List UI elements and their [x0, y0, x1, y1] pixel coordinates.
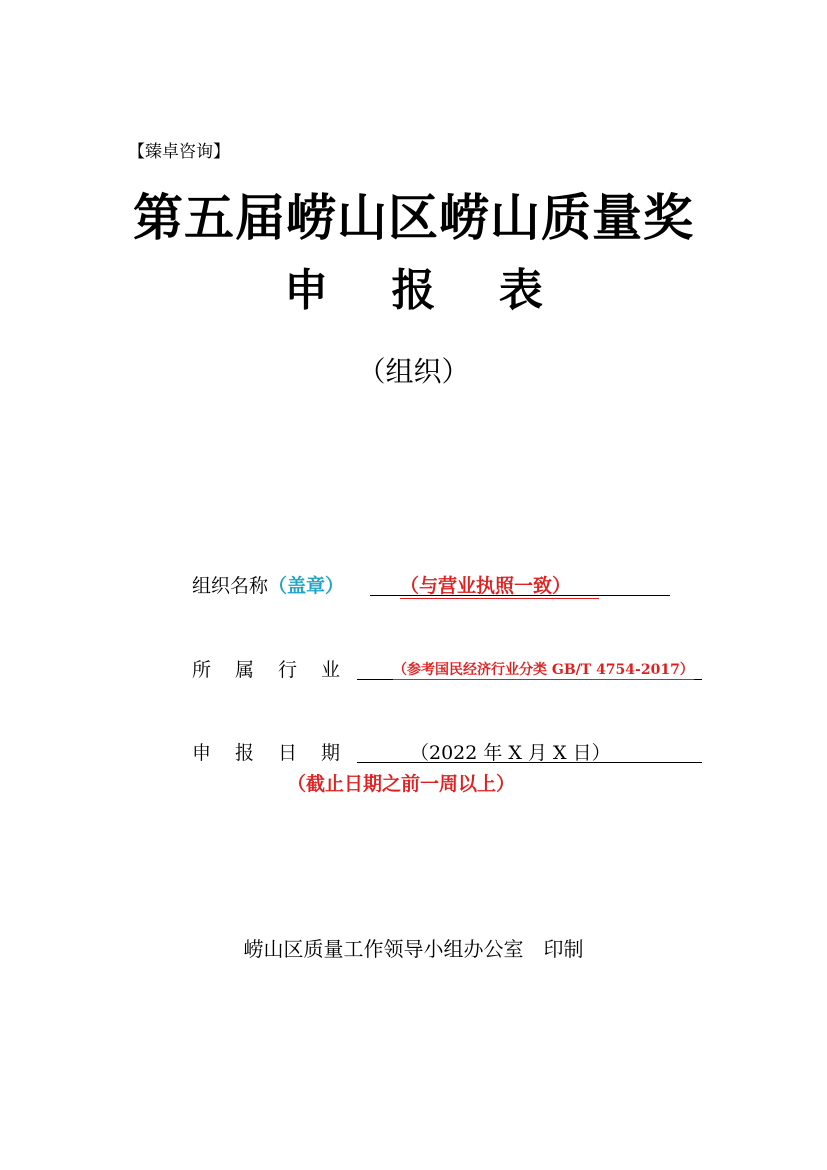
page-subtitle: [0, 254, 827, 318]
apply-date-label-char: 日: [278, 742, 298, 764]
apply-date-label-char: 报: [235, 742, 255, 764]
industry-hint: （参考国民经济行业分类 GB/T 4754-2017）: [393, 659, 694, 680]
subtitle-char: 报: [391, 265, 436, 316]
page-title: 第五届崂山区崂山质量奖: [133, 188, 694, 247]
apply-date-value: （2022 年 X 月 X 日）: [410, 742, 611, 764]
seal-note: （盖章）: [268, 575, 345, 597]
org-name-hint: （与营业执照一致）: [400, 571, 599, 599]
apply-date-label: [192, 738, 364, 765]
industry-label-char: 所: [192, 659, 212, 681]
industry-label-char: 行: [278, 659, 298, 681]
deadline-hint: （截止日期之前一周以上）: [287, 773, 516, 795]
subtitle-char: 申: [284, 265, 329, 316]
footer-printer: 崂山区质量工作领导小组办公室 印制: [243, 937, 584, 961]
category-label: （组织）: [357, 355, 470, 388]
org-name-label-text: 组织名称: [192, 575, 269, 597]
subtitle-char: 表: [498, 265, 543, 316]
industry-label-char: 业: [321, 659, 341, 681]
industry-label-char: 属: [235, 659, 255, 681]
apply-date-label-char: 期: [321, 742, 341, 764]
industry-label: [192, 655, 364, 682]
brand-label: 【臻卓咨询】: [128, 142, 230, 162]
org-name-label: [192, 571, 344, 598]
apply-date-label-char: 申: [192, 742, 212, 764]
